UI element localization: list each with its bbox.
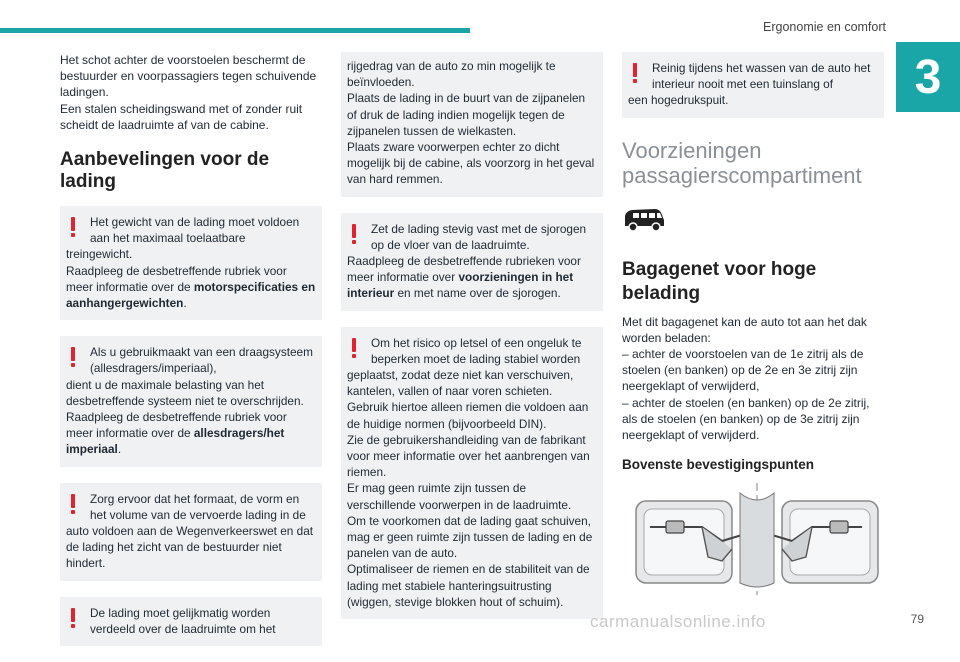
warning-text: een hogedrukspuit. bbox=[628, 93, 729, 108]
warning-box bbox=[60, 597, 322, 646]
body-paragraph: – achter de stoelen (en banken) op de 2e zitrij, als de stoelen (en banken) op de 3e zitrij zijn neergeklapt of verwijderd. bbox=[622, 395, 870, 443]
body-paragraph: – achter de voorstoelen van de 1e zitrij als de stoelen (en banken) op de 2e en 3e zitrij zijn neergeklapt of verwijderd, bbox=[622, 347, 864, 394]
warning-text: Om het risico op letsel of een ongeluk te beperken moet de lading stabiel worden bbox=[371, 335, 582, 366]
warning-text: Om te voorkomen dat de lading gaat schuiven, mag er geen ruimte zijn tussen de lading en de panelen van de auto. bbox=[347, 513, 593, 561]
chapter-tab: 3 bbox=[896, 42, 960, 112]
anchor-points-illustration bbox=[622, 483, 884, 602]
page-number: 79 bbox=[910, 612, 924, 626]
warning-text: Gebruik hiertoe alleen riemen die voldoen aan de huidige normen (bijvoorbeeld DIN). bbox=[347, 400, 589, 431]
warning-text: Plaats de lading in de buurt van de zijpanelen of druk de lading indien mogelijk tegen de zijpanelen tussen de wielkasten. bbox=[347, 91, 586, 138]
section-heading: Bagagenet voor hoge belading bbox=[622, 258, 817, 304]
warning-box bbox=[60, 483, 322, 581]
warning-text: geplaatst, zodat deze niet kan verschuiven, kantelen, vallen of naar voren schieten. bbox=[347, 368, 574, 399]
warning-exclamation-icon bbox=[71, 347, 75, 366]
warning-text: dient u de maximale belasting van het desbetreffende systeem niet te overschrijden. bbox=[66, 377, 304, 408]
warning-text: Het gewicht van de lading moet voldoen aan het maximaal toelaatbare bbox=[90, 215, 300, 246]
column-3 bbox=[622, 52, 884, 603]
column-2 bbox=[341, 52, 603, 635]
warning-text: Raadpleeg de desbetreffende rubriek voor meer informatie over de motorspecificaties en aanhangergewichten. bbox=[66, 263, 316, 311]
van-icon bbox=[622, 206, 884, 236]
warning-text: Zorg ervoor dat het formaat, de vorm en het volume van de vervoerde lading in de bbox=[90, 491, 306, 522]
warning-text: Raadpleeg de desbetreffende rubrieken voor meer informatie over voorzieningen in het interieur en met name over de sjorogen. bbox=[347, 254, 581, 301]
warning-exclamation-icon bbox=[71, 494, 75, 513]
warning-text: Zet de lading stevig vast met de sjorogen op de vloer van de laadruimte. bbox=[371, 221, 587, 252]
warning-box bbox=[60, 336, 322, 466]
warning-exclamation-icon bbox=[71, 608, 75, 627]
section-heading: Aanbevelingen voor de lading bbox=[60, 149, 270, 193]
column-1 bbox=[60, 52, 322, 662]
body-paragraph: Met dit bagagenet kan de auto tot aan het dak worden beladen: bbox=[622, 314, 867, 345]
warning-box bbox=[60, 206, 322, 320]
warning-text: Plaats zware voorwerpen echter zo dicht mogelijk bij de cabine, als voorzorg in het geval van hard remmen. bbox=[347, 140, 595, 187]
watermark: carmanualsonline.info bbox=[590, 612, 766, 631]
warning-exclamation-icon bbox=[352, 224, 356, 243]
warning-text: rijgedrag van de auto zo min mogelijk te beïnvloeden. bbox=[347, 59, 556, 90]
sub-heading: Bovenste bevestigingspunten bbox=[622, 457, 815, 473]
warning-text: Raadpleeg de desbetreffende rubriek voor meer informatie over de allesdragers/het imperiaal. bbox=[66, 410, 287, 457]
warning-box bbox=[341, 327, 603, 619]
warning-box bbox=[622, 52, 884, 118]
warning-box bbox=[341, 213, 603, 311]
warning-text: De lading moet gelijkmatig worden verdeeld over de laadruimte om het bbox=[90, 605, 276, 636]
warning-box-continued bbox=[341, 52, 603, 197]
warning-text: Als u gebruikmaakt van een draagsysteem (allesdragers/imperiaal), bbox=[90, 345, 313, 376]
warning-text: Er mag geen ruimte zijn tussen de verschillende voorwerpen in de laadruimte. bbox=[347, 481, 572, 512]
warning-text: auto voldoen aan de Wegenverkeerswet en dat de lading het zicht van de bestuurder niet hindert. bbox=[66, 524, 314, 571]
warning-exclamation-icon bbox=[71, 217, 75, 236]
warning-text: Optimaliseer de riemen en de stabiliteit van de lading met stabiele hanteringsuitrusting (wiggen, stevige blokken hout of schuim). bbox=[347, 562, 590, 609]
intro-paragraph: Het schot achter de voorstoelen beschermt de bestuurder en voorpassagiers tegen schuivende ladingen. bbox=[60, 53, 317, 100]
intro-paragraph: Een stalen scheidingswand met of zonder ruit scheidt de laadruimte af van de cabine. bbox=[60, 101, 303, 132]
warning-exclamation-icon bbox=[633, 63, 637, 82]
warning-text: Zie de gebruikershandleiding van de fabrikant voor meer informatie over het aanbrengen van riemen. bbox=[347, 432, 590, 480]
warning-exclamation-icon bbox=[352, 338, 356, 357]
warning-text: Reinig tijdens het wassen van de auto het interieur nooit met een tuinslang of bbox=[652, 61, 871, 92]
section-title: Ergonomie en comfort bbox=[763, 20, 886, 34]
chapter-subtitle: Voorzieningen passagierscompartiment bbox=[622, 137, 862, 188]
warning-text: treingewicht. bbox=[66, 247, 133, 262]
